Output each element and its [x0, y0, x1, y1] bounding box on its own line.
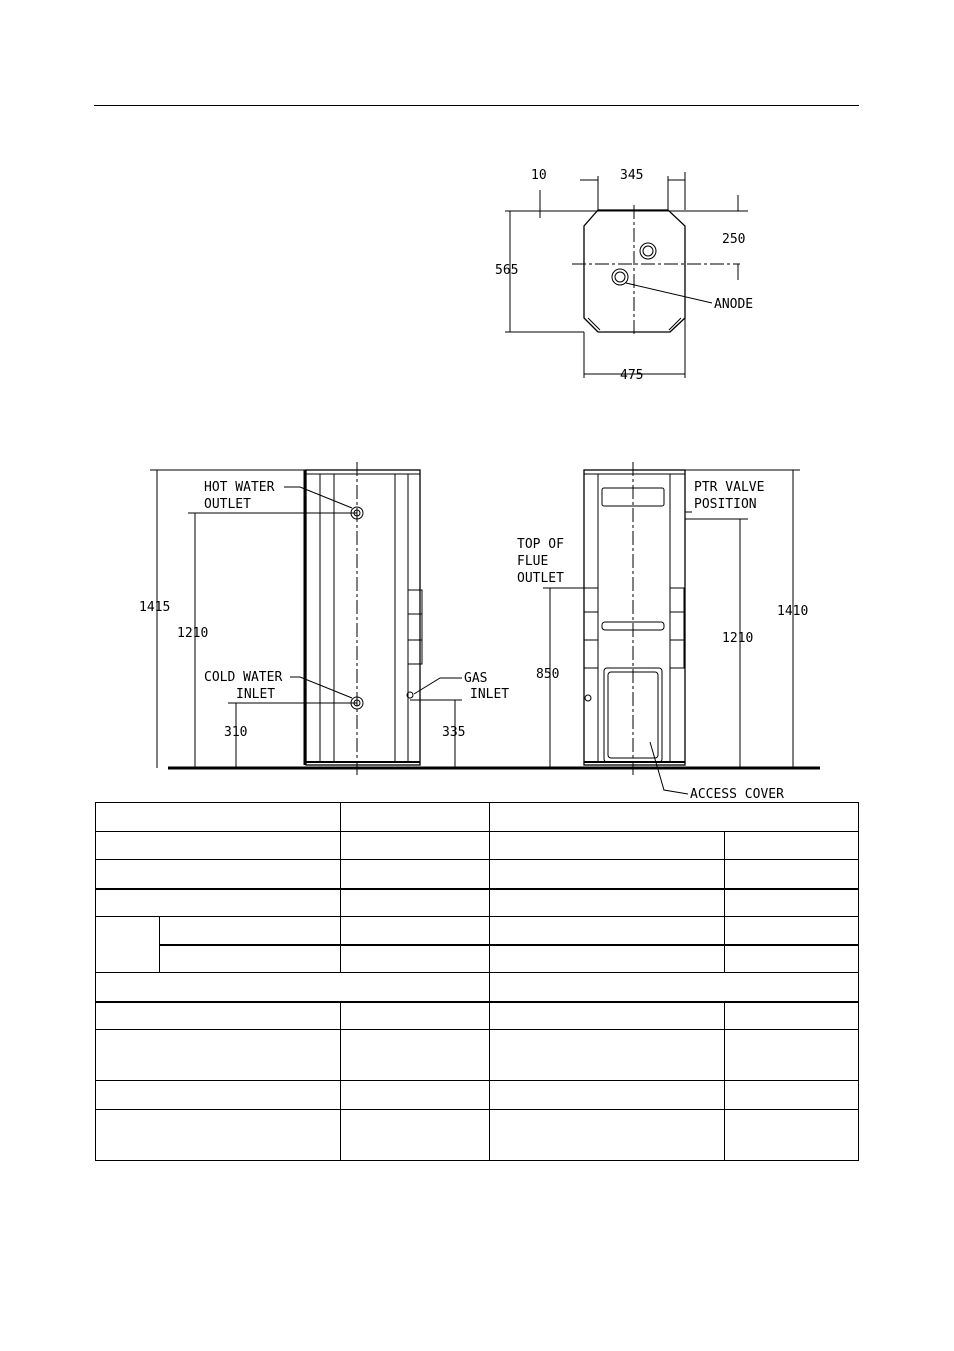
table-cell	[341, 832, 490, 860]
table-cell	[490, 1110, 725, 1161]
flue-label-line2: FLUE	[517, 554, 549, 569]
table-cell	[160, 945, 341, 973]
cold-water-label-line1: COLD WATER	[204, 670, 283, 685]
table-cell	[490, 917, 725, 945]
dim-anode-offset: 250	[722, 232, 746, 247]
table-cell	[725, 1002, 859, 1030]
dim-height-left: 1415	[139, 600, 171, 615]
table-cell	[725, 1110, 859, 1161]
table-cell	[96, 803, 341, 832]
table-cell	[725, 917, 859, 945]
dim-width-top: 345	[620, 168, 644, 183]
table-row	[96, 1002, 859, 1030]
table-cell	[341, 860, 490, 889]
hot-water-label-line2: OUTLET	[204, 497, 251, 512]
table-cell	[341, 1002, 490, 1030]
table-row	[96, 832, 859, 860]
table-cell	[341, 917, 490, 945]
ptr-label-line2: POSITION	[694, 497, 757, 512]
specifications-table	[95, 802, 859, 1161]
dim-offset: 10	[531, 168, 547, 183]
top-fitting-upper	[640, 243, 656, 259]
table-cell	[96, 973, 490, 1002]
table-row	[96, 945, 859, 973]
table-row	[96, 1030, 859, 1081]
front-view	[543, 462, 800, 794]
table-cell	[341, 1030, 490, 1081]
table-cell	[341, 1110, 490, 1161]
access-cover-label: ACCESS COVER	[690, 787, 784, 800]
table-row	[96, 1110, 859, 1161]
table-row	[96, 860, 859, 889]
anode-fitting	[612, 269, 628, 285]
dim-cold-inlet: 310	[224, 725, 248, 740]
top-view-labels	[495, 168, 753, 383]
gas-label-line2: INLET	[470, 687, 510, 702]
table-cell	[96, 832, 341, 860]
table-cell	[96, 1110, 341, 1161]
front-view-labels	[517, 480, 808, 800]
anode-label: ANODE	[714, 297, 754, 312]
table-cell	[490, 1002, 725, 1030]
dim-hot-outlet: 1210	[177, 626, 209, 641]
table-row	[96, 803, 859, 832]
gas-label-line1: GAS	[464, 671, 488, 686]
dim-width-bottom: 475	[620, 368, 644, 383]
table-cell	[96, 1002, 341, 1030]
table-cell	[96, 917, 160, 973]
dim-ptr: 1210	[722, 631, 754, 646]
table-cell	[490, 860, 725, 889]
table-cell	[490, 803, 859, 832]
table-cell	[490, 973, 859, 1002]
dim-flue: 850	[536, 667, 560, 682]
ptr-label-line1: PTR VALVE	[694, 480, 765, 495]
table-row	[96, 889, 859, 917]
table-cell	[341, 889, 490, 917]
table-cell	[341, 1081, 490, 1110]
table-cell	[490, 1081, 725, 1110]
cold-water-label-line2: INLET	[236, 687, 276, 702]
table-cell	[490, 889, 725, 917]
dim-height-right: 1410	[777, 604, 809, 619]
table-cell	[490, 832, 725, 860]
top-view	[505, 172, 748, 378]
dim-depth: 565	[495, 263, 519, 278]
table-cell	[725, 1030, 859, 1081]
table-cell	[160, 917, 341, 945]
table-cell	[96, 1030, 341, 1081]
table-cell	[725, 1081, 859, 1110]
table-cell	[96, 889, 341, 917]
table-row	[96, 973, 859, 1002]
table-cell	[725, 945, 859, 973]
table-cell	[96, 1081, 341, 1110]
hot-water-label-line1: HOT WATER	[204, 480, 275, 495]
table-row	[96, 917, 859, 945]
table-cell	[341, 803, 490, 832]
table-cell	[490, 1030, 725, 1081]
table-cell	[725, 889, 859, 917]
table-cell	[490, 945, 725, 973]
table-cell	[96, 860, 341, 889]
flue-label-line3: OUTLET	[517, 571, 564, 586]
flue-label-line1: TOP OF	[517, 537, 564, 552]
table-cell	[725, 832, 859, 860]
table-row	[96, 1081, 859, 1110]
table-cell	[725, 860, 859, 889]
dim-gas-inlet: 335	[442, 725, 466, 740]
table-cell	[341, 945, 490, 973]
